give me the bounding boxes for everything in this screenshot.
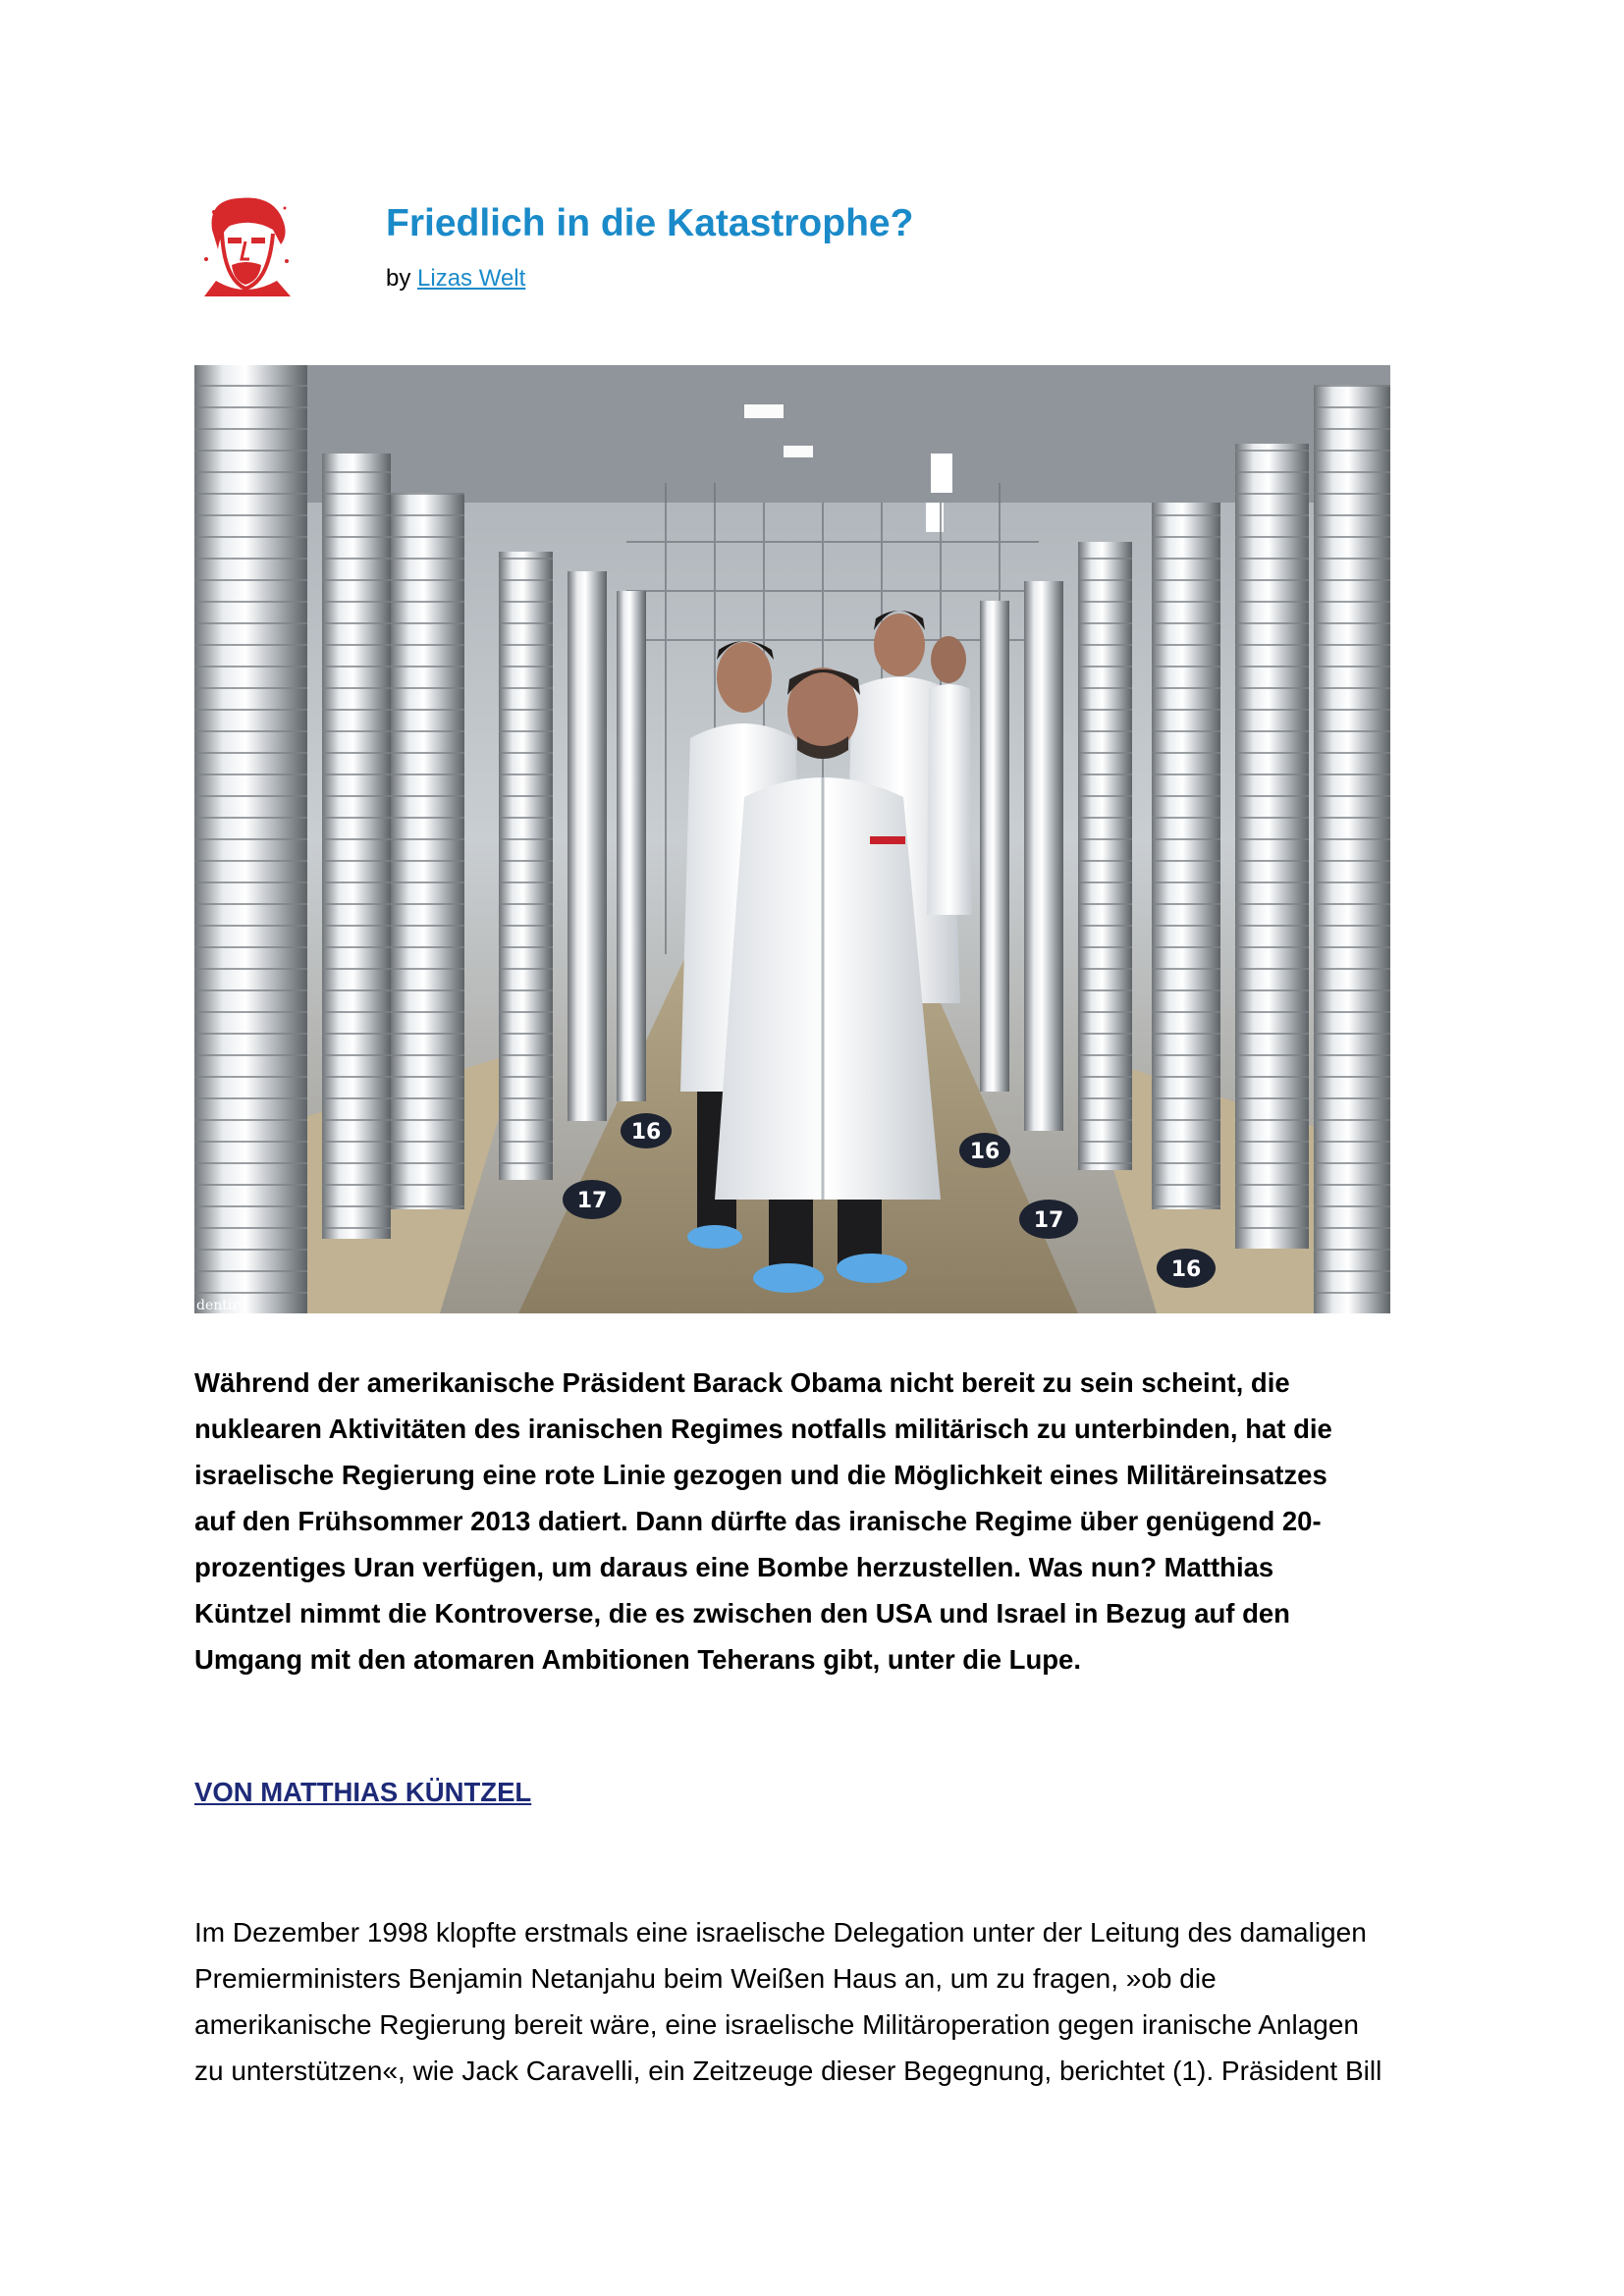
lead-line: nuklearen Aktivitäten des iranischen Regimes notfalls militärisch zu unterbinden, hat die: [194, 1414, 1332, 1444]
lead-paragraph: [194, 1360, 1451, 1682]
floor-number: 16: [630, 1120, 662, 1145]
author-heading-link[interactable]: VON MATTHIAS KÜNTZEL: [194, 1777, 532, 1807]
body-line: amerikanische Regierung bereit wäre, eine israelische Militäroperation gegen iranische Anlagen: [194, 2009, 1360, 2040]
floor-number: 16: [969, 1140, 1001, 1164]
body-line: Im Dezember 1998 klopfte erstmals eine israelische Delegation unter der Leitung des damaligen: [194, 1917, 1367, 1948]
lead-line: israelische Regierung eine rote Linie gezogen und die Möglichkeit eines Militäreinsatzes: [194, 1460, 1327, 1490]
floor-number: 16: [1170, 1257, 1202, 1282]
lead-line: Während der amerikanische Präsident Barack Obama nicht bereit zu sein scheint, die: [194, 1367, 1290, 1398]
floor-number: 17: [576, 1189, 608, 1213]
body-line: Premierministers Benjamin Netanjahu beim Weißen Haus an, um zu fragen, »ob die: [194, 1963, 1217, 1994]
byline: [386, 263, 525, 294]
byline-prefix: by: [386, 265, 411, 292]
article-title: Friedlich in die Katastrophe?: [386, 202, 914, 244]
lead-line: Küntzel nimmt die Kontroverse, die es zwischen den USA und Israel in Bezug auf den: [194, 1598, 1290, 1629]
lead-line: Umgang mit den atomaren Ambitionen Teherans gibt, unter die Lupe.: [194, 1644, 1081, 1675]
body-paragraph: [194, 1909, 1461, 2094]
lead-line: auf den Frühsommer 2013 datiert. Dann dürfte das iranische Regime über genügend 20-: [194, 1506, 1322, 1536]
author-link[interactable]: Lizas Welt: [417, 265, 526, 292]
lead-line: prozentiges Uran verfügen, um daraus eine Bombe herzustellen. Was nun? Matthias: [194, 1552, 1274, 1582]
body-line: zu unterstützen«, wie Jack Caravelli, ein Zeitzeuge dieser Begegnung, berichtet (1). Präsident Bill: [194, 2056, 1382, 2086]
floor-number: 17: [1033, 1208, 1064, 1233]
author-avatar: [194, 190, 298, 296]
photo-watermark: dentir: [196, 1298, 240, 1313]
article-photo: [194, 365, 1390, 1313]
